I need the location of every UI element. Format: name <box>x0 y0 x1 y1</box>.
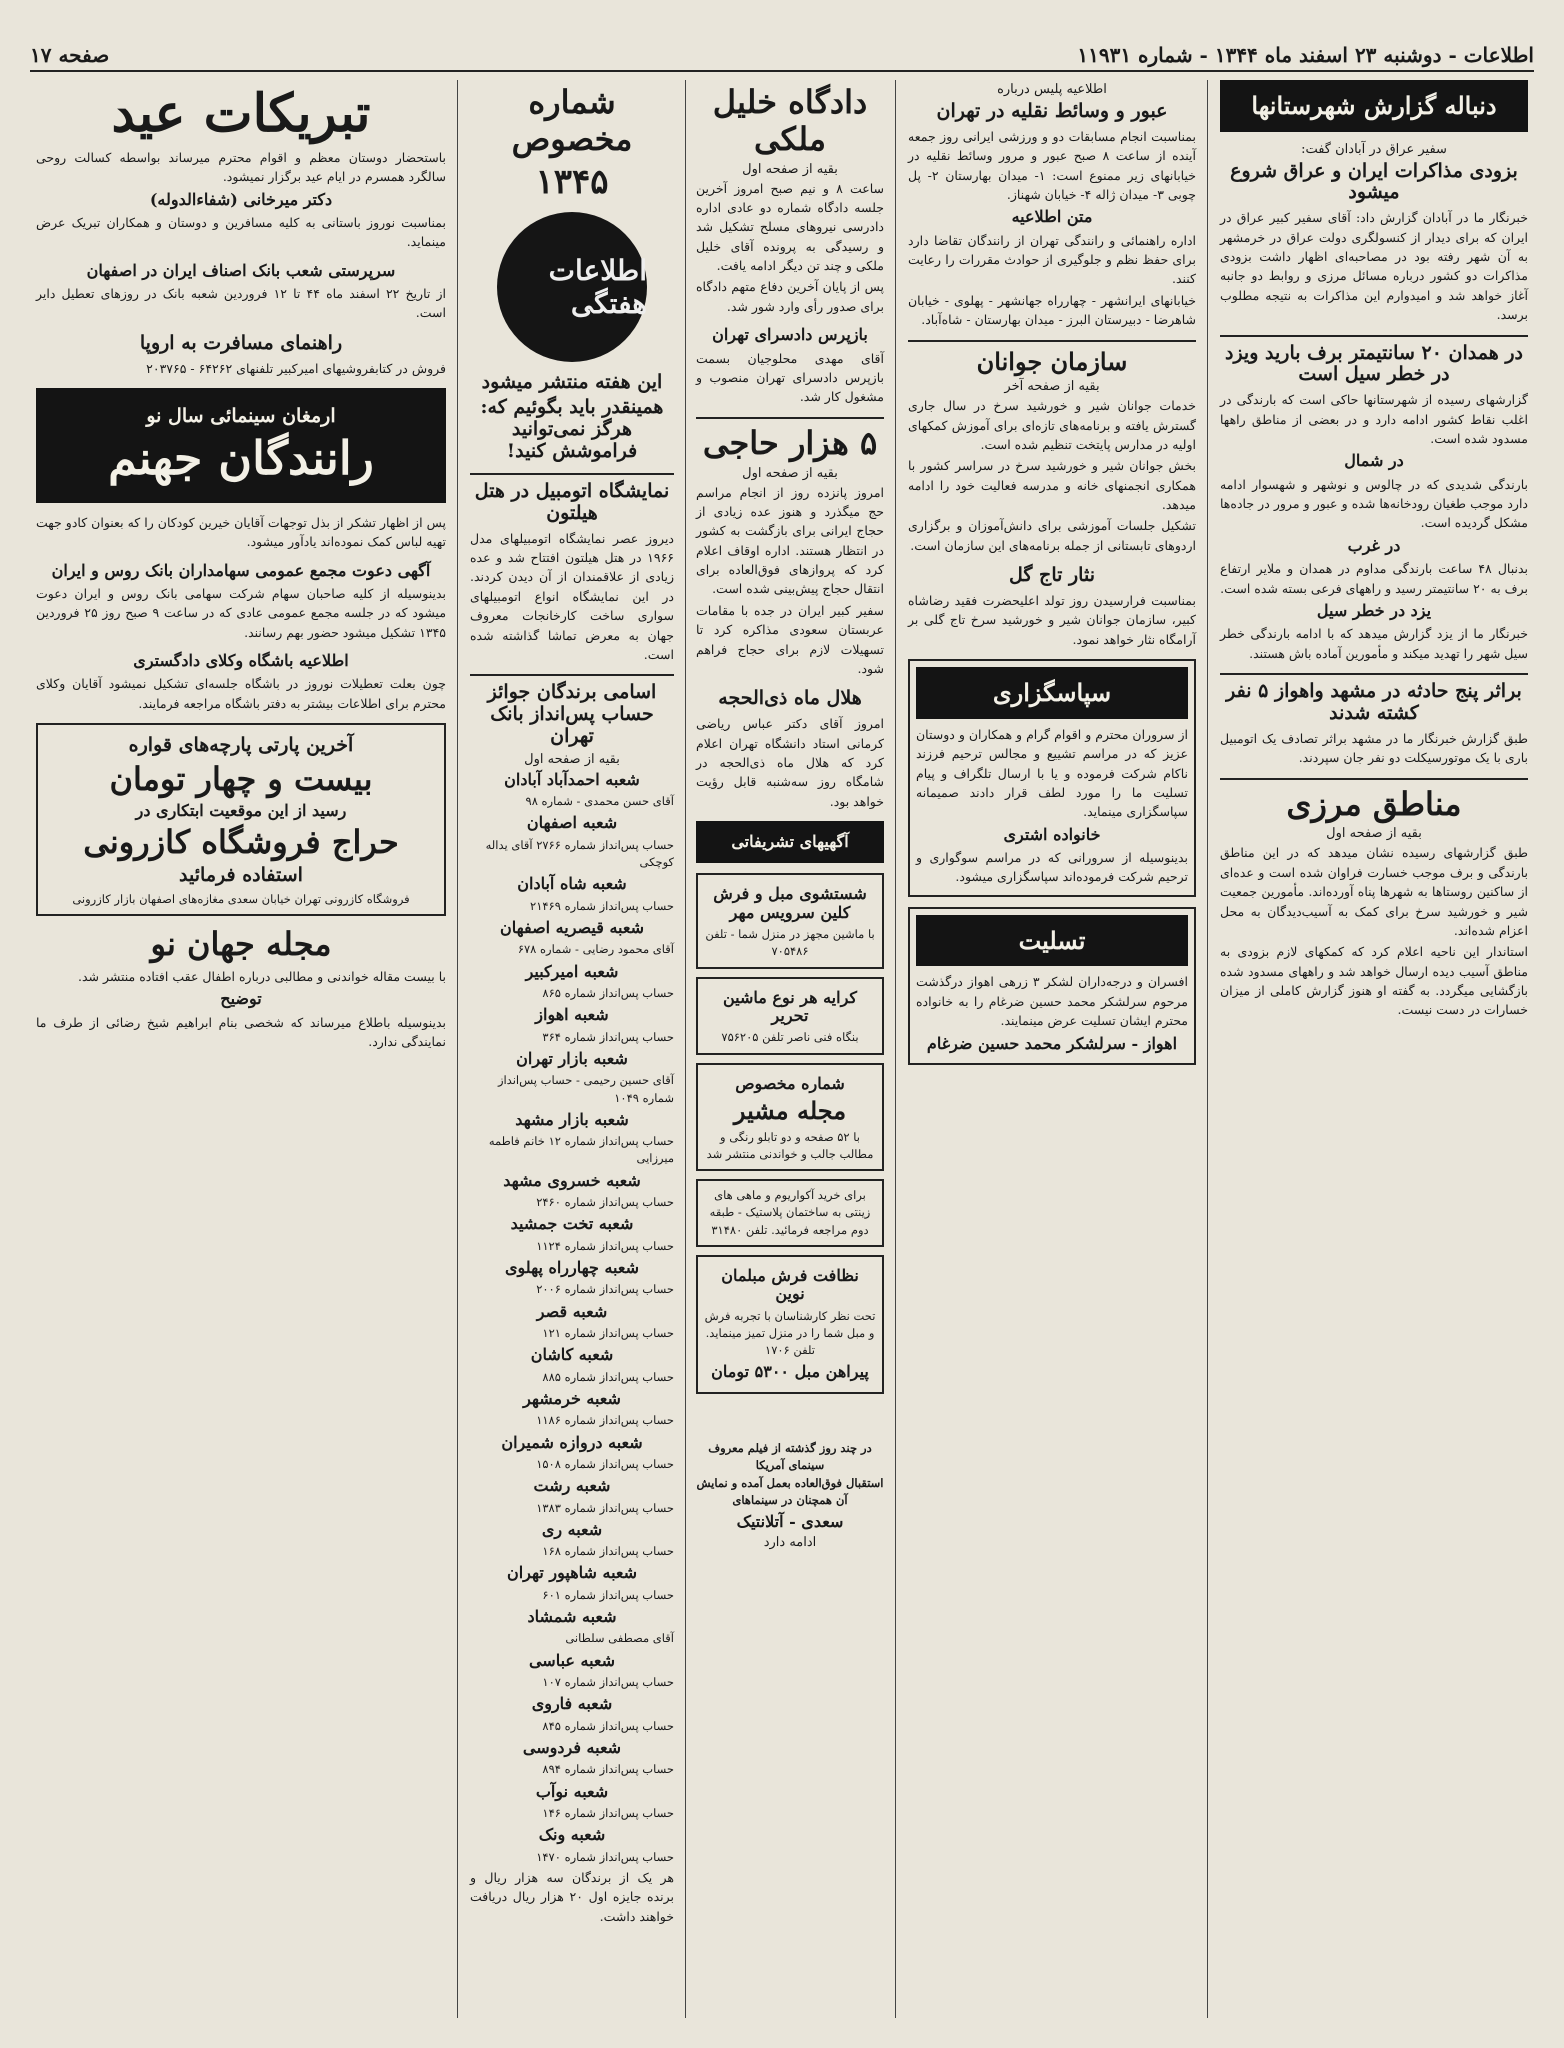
branch-name: شعبه شاهپور تهران <box>506 1563 638 1583</box>
branch-name: شعبه اصفهان <box>526 813 618 833</box>
header-title: اطلاعات - دوشنبه ۲۳ اسفند ماه ۱۳۴۴ - شماره ۱۱۹۳۱ <box>1077 43 1534 67</box>
ad-moshir-magazine: شماره مخصوص مجله مشیر با ۵۲ صفحه و دو تابلو رنگی و مطالب جالب و خواندنی منتشر شد <box>696 1063 884 1171</box>
branch-winner: حساب پس‌انداز شماره ۸۸۵ <box>542 1369 674 1384</box>
branch-name: شعبه فاروی <box>531 1694 613 1714</box>
branch-name: شعبه قصر <box>536 1301 608 1321</box>
article-eid-greetings: تبریکات عید باستحضار دوستان معظم و اقوام محترم میرساند بواسطه کسالت روحی سالگرد همسرم در ایام عید برگزار نمیشود. دکتر میرخانی (شفاءالدوله) بمناسبت نوروز باستانی به کلیه مسافرین و دوستان و همکاران تبریک عرض مینماید. <box>36 83 446 250</box>
branch-name: شعبه خرمشهر <box>523 1388 621 1408</box>
column-3 <box>690 80 890 2018</box>
ad-hell-drivers: ارمغان سینمائی سال نو رانندگان جهنم <box>36 388 446 503</box>
ettelaat-weekly-logo: اطلاعات هفتگی <box>497 212 647 362</box>
branch-name: شعبه اهواز <box>535 1005 609 1025</box>
column-1 <box>1214 80 1534 2018</box>
branch-winner: حساب پس‌انداز شماره ۱۰۷ <box>542 1675 674 1690</box>
branch-name: شعبه دروازه شمیران <box>501 1432 643 1452</box>
article-bank-isfahan: سرپرستی شعب بانک اصناف ایران در اصفهان از تاریخ ۲۲ اسفند ماه ۴۴ تا ۱۲ فروردین شعبه بانک در روزهای تعطیل دایر است. <box>36 260 446 321</box>
article-car-show: نمایشگاه اتومبیل در هتل هیلتون دیروز عصر نمایشگاه اتومبیلهای مدل ۱۹۶۶ در هتل هیلتون افتتاح شد و عده زیادی از علاقمندان از آن دیدن کردند. در این نمایشگاه انواع اتومبیلهای سواری ساخت کارخانجات معروف جهان به معرض تماشا گذاشته شده است. <box>470 479 674 662</box>
article-europe-guide: راهنمای مسافرت به اروپا فروش در کتابفروشیهای امیرکبیر تلفنهای ۶۴۲۶۲ - ۲۰۳۷۶۵ <box>139 331 446 376</box>
branch-winner: حساب پس‌انداز شماره ۸۹۴ <box>542 1762 674 1777</box>
branch-name: شعبه چهارراه پهلوی <box>504 1257 639 1277</box>
article-police-traffic: اطلاعیه پلیس درباره عبور و وسائط نقلیه در تهران بمناسبت انجام مسابقات دو و ورزشی ایرانی روز جمعه آینده از ساعت ۸ صبح عبور و مرور وسائط نقلیه در خیابانهای زیر ممنوع است: ۱- میدان بهارستان ۲- پل چوبی ۳- میدان ژاله ۴- خیابان شهناز. متن اطلاعیه اداره راهنمائی و رانندگی تهران از رانندگان تقاضا دارد برای حفظ نظم و جلوگیری از حوادث مقررات را رعایت کنند. خیابانهای ایرانشهر - چهارراه جهانشهر - پهلوی - خیابان شاهرضا - دبیرستان البرز - میدان بهارستان - شاه‌آباد. <box>908 82 1197 328</box>
page-number: صفحه ۱۷ <box>30 43 110 67</box>
branch-list <box>470 771 674 1866</box>
article-russ-iran-bank: آگهی دعوت مجمع عمومی سهامداران بانک روس و ایران بدینوسیله از کلیه صاحبان سهام شرکت سهامی بانک روس و ایران دعوت میشود که در جلسه مجمع عمومی عادی که در ساعت ۹ صبح روز ۲۵ فروردین ۱۳۴۵ تشکیل میشود حضور بهم رسانند. <box>36 560 447 640</box>
branch-winner: حساب پس‌انداز شماره ۱۱۲۴ <box>536 1238 674 1253</box>
branch-winner: حساب پس‌انداز شماره ۱۳۸۳ <box>536 1500 674 1515</box>
branch-winner: حساب پس‌انداز شماره ۳۶۴ <box>542 1029 674 1044</box>
branch-name: شعبه نوآب <box>535 1781 609 1801</box>
branch-name: شعبه ری <box>541 1519 603 1539</box>
special-issue: شماره مخصوص ۱۳۴۵ اطلاعات هفتگی این هفته منتشر میشود همینقدر باید بگوئیم که: هرگز نمی‌توانید فراموشش کنید! <box>480 83 664 463</box>
branch-name: شعبه عباسی <box>528 1650 616 1670</box>
branch-name: شعبه احمدآباد آبادان <box>504 769 640 789</box>
branch-name: شعبه امیرکبیر <box>525 961 619 981</box>
branch-name: شعبه فردوسی <box>522 1738 622 1758</box>
article-thanks: پس از اظهار تشکر از بذل توجهات آقایان خیرین کودکان را که بعنوان کادو جهت تهیه لباس کمک نموده‌اند یادآور میشود. <box>36 514 446 550</box>
branch-winner: حساب پس‌انداز شماره ۲۰۰۶ <box>536 1282 674 1297</box>
article-bank-winners: اسامی برندگان جوائز حساب پس‌انداز بانک تهران بقیه از صفحه اول شعبه احمدآباد آبادان آقای حسن محمدی - شماره ۹۸ شعبه اصفهان حساب پس‌انداز شماره ۲۷۶۶ آقای یداله کوچکی شعبه شاه آبادان حساب پس‌انداز شماره ۲۱۴۶۹ شعبه قیصریه اصفهان آقای محمود رضایی - شماره ۶۷۸ شعبه امیرکبیر حساب پس‌انداز شماره ۸۶۵ شعبه اهواز حساب پس‌انداز شماره ۳۶۴ شعبه بازار تهران آقای حسین رحیمی - حساب پس‌انداز شماره ۱۰۴۹ شعبه بازار مشهد حساب پس‌انداز شماره ۱۲ خانم فاطمه میرزایی شعبه خسروی مشهد حساب پس‌انداز شماره ۲۴۶۰ شعبه تخت جمشید حساب پس‌انداز شماره ۱۱۲۴ شعبه چهارراه پهلوی حساب پس‌انداز شماره ۲۰۰۶ شعبه قصر حساب پس‌انداز شماره ۱۲۱ شعبه کاشان حساب پس‌انداز شماره ۸۸۵ شعبه خرمشهر حساب پس‌انداز شماره ۱۱۸۶ شعبه دروازه شمیران حساب پس‌انداز شماره ۱۵۰۸ شعبه رشت حساب پس‌انداز شماره ۱۳۸۳ شعبه ری حساب پس‌انداز شماره ۱۶۸ شعبه شاهپور تهران حساب پس‌انداز شماره ۶۰۱ شعبه شمشاد آقای مصطفی سلطانی شعبه عباسی حساب پس‌انداز شماره ۱۰۷ شعبه فاروی حساب پس‌انداز شماره ۸۴۵ شعبه فردوسی حساب پس‌انداز شماره ۸۹۴ شعبه نوآب حساب پس‌انداز شماره ۱۴۶ شعبه ونک حساب پس‌انداز شماره ۱۴۷۰ هر یک از برندگان سه هزار ریال و برنده جایزه اول ۲۰ هزار ریال دریافت خواهند داشت. <box>470 681 674 1924</box>
branch-winner: آقای حسین رحیمی - حساب پس‌انداز شماره ۱۰۴۹ <box>497 1073 674 1105</box>
article-border-areas: مناطق مرزی بقیه از صفحه اول طبق گزارشهای رسیده نشان میدهد که در این مناطق بارندگی و برف موجب خسارت فراوان شده است و عده‌ای از ساکنین روستاها به شهرها پناه آورده‌اند. مأمورین جمعیت شیر و خورشید سرخ برای کمک به آسیب‌دیدگان به محل اعزام شده‌اند. استاندار این ناحیه اعلام کرد که کمکهای لازم بزودی به مناطق آسیب دیده ارسال خواهد شد و راههای مسدود شده بازگشایی میگردد. به گفته او هنوز گزارش کاملی از میزان خسارات در دست نیست. <box>1220 784 1528 1018</box>
article-lawyers-club: اطلاعیه باشگاه وکلای دادگستری چون بعلت تعطیلات نوروز در باشگاه جلسه‌ای تشکیل نمیشود آقایان وکلای محترم برای اطلاعات بیشتر به دفتر باشگاه مراجعه فرمایند. <box>36 651 446 711</box>
branch-winner: حساب پس‌انداز شماره ۸۶۵ <box>542 986 674 1001</box>
ad-cleaning: شستشوی مبل و فرش کلین سرویس مهر با ماشین مجهز در منزل شما - تلفن ۷۰۵۴۸۶ <box>696 873 884 968</box>
ad-typewriter: کرایه هر نوع ماشین تحریر بنگاه فنی ناصر تلفن ۷۵۶۲۰۵ <box>696 977 884 1055</box>
ads-header: آگهیهای تشریفاتی <box>696 821 884 863</box>
branch-name: شعبه بازار مشهد <box>515 1109 629 1129</box>
branch-winner: حساب پس‌انداز شماره ۸۴۵ <box>542 1718 674 1733</box>
branch-winner: حساب پس‌انداز شماره ۱۵۰۸ <box>536 1456 674 1471</box>
branch-name: شعبه خسروی مشهد <box>503 1170 641 1190</box>
branch-name: شعبه بازار تهران <box>516 1048 628 1068</box>
branch-winner: آقای حسن محمدی - شماره ۹۸ <box>525 794 674 809</box>
branch-winner: حساب پس‌انداز شماره ۱۴۶ <box>542 1806 674 1821</box>
branch-name: شعبه شاه آبادان <box>517 874 627 894</box>
notice-condolence: تسلیت افسران و درجه‌داران لشکر ۳ زرهی اهواز درگذشت مرحوم سرلشکر محمد حسین ضرغام را به خانواده محترم ایشان تسلیت عرض مینمایند. اهواز - سرلشکر محمد حسین ضرغام <box>908 907 1196 1065</box>
ad-novin: نظافت فرش مبلمان نوین تحت نظر کارشناسان با تجربه فرش و مبل شما را در منزل تمیز مینماید. تلفن ۱۷۰۶ پیراهن مبل ۵۳۰۰ تومان <box>696 1255 884 1394</box>
article-jahan-no: مجله جهان نو با بیست مقاله خواندنی و مطالبی درباره اطفال عقب افتاده منتشر شد. توضیح بدینوسیله باطلاع میرساند که شخصی بنام ابراهیم شیخ رضائی از طرف ما نمایندگی ندارد. <box>36 925 446 1050</box>
article-wreath: نثار تاج گل بمناسبت فرارسیدن روز تولد اعلیحضرت فقید رضاشاه کبیر، سازمان جوانان شیر و خورشید سرخ تاج گلی بر آرامگاه نثار خواهد نمود. <box>908 564 1196 647</box>
branch-winner: حساب پس‌انداز شماره ۱۴۷۰ <box>536 1849 674 1864</box>
article-accidents: براثر پنج حادثه در مشهد واهواز ۵ نفر کشته شدند طبق گزارش خبرنگار ما در مشهد براثر تصادف یک اتومبیل باری با یک موتورسیکلت دو نفر جان سپردند. <box>1220 680 1528 766</box>
branch-winner: حساب پس‌انداز شماره ۱۱۸۶ <box>536 1413 674 1428</box>
ad-aquarium: برای خرید آکواریوم و ماهی های زینتی به ساختمان پلاستیک - طبقه دوم مراجعه فرمائید. تلفن ۳۱۴۸۰ <box>696 1179 884 1247</box>
page-header <box>30 40 1534 72</box>
branch-winner: حساب پس‌انداز شماره ۲۴۶۰ <box>536 1195 674 1210</box>
branch-winner: حساب پس‌انداز شماره ۱۶۸ <box>542 1544 674 1559</box>
article-prosecutor: بازپرس دادسرای تهران آقای مهدی محلوجیان بسمت بازپرس دادسرای تهران منصوب و مشغول کار شد. <box>696 325 884 405</box>
notice-gratitude: سپاسگزاری از سروران محترم و اقوام گرام و همکاران و دوستان عزیز که در مراسم تشییع و مجالس ترحیم فرزند ناکام شرکت فرموده و یا با ارسال تلگراف و پیام تسلیت ما را مورد لطف قرار دادند صمیمانه سپاسگزاری مینماید. خانواده اشتری بدینوسیله از سرورانی که در مراسم سوگواری و ترحیم شرکت فرموده‌اند سپاسگزاری میشود. <box>908 659 1196 897</box>
branch-winner: حساب پس‌انداز شماره ۱۲۱ <box>542 1326 674 1340</box>
column-2 <box>902 80 1202 2018</box>
article-pilgrims: ۵ هزار حاجی بقیه از صفحه اول امروز پانزده روز از انجام مراسم حج میگذرد و هنوز عده زیادی از حجاج ایرانی برای بازگشت به کشور در انتظار هستند. اداره اوقاف اعلام کرد که پروازهای فوق‌العاده برای انتقال حجاج پیش‌بینی شده است. سفیر کبیر ایران در جده با مقامات عربستان سعودی مذاکره کرد تا تسهیلات لازم برای حجاج فراهم شود. <box>696 423 884 676</box>
branch-name: شعبه تخت جمشید <box>510 1214 634 1234</box>
column-4 <box>464 80 680 2018</box>
ad-al-capone: در چند روز گذشته از فیلم معروف سینمای آمریکا استقبال فوق‌العاده بعمل آمده و نمایش آن همچنان در سینماهای سعدی - آتلانتیک ادامه دارد <box>696 1441 884 1551</box>
ad-kazerouni-sale: آخرین پارتی پارچه‌های قواره بیست و چهار تومان رسید از این موقعیت ابتکاری در حراج فروشگاه کازرونی استفاده فرمائید فروشگاه کازرونی تهران خیابان سعدی مغازه‌های اصفهان بازار کازرونی <box>36 723 446 916</box>
column-5 <box>30 80 452 2018</box>
branch-name: شعبه رشت <box>533 1476 611 1496</box>
branch-name: شعبه کاشان <box>530 1345 614 1365</box>
article-youth-org: سازمان جوانان بقیه از صفحه آخر خدمات جوانان شیر و خورشید سرخ در سال جاری گسترش یافته و برنامه‌های تازه‌ای برای آموزش کمکهای اولیه در مدارس پایتخت تنظیم شده است. بخش جوانان شیر و خورشید سرخ در سراسر کشور با همکاری انجمنهای خانه و مدرسه فعالیت خود را ادامه میدهد. تشکیل جلسات آموزشی برای دانش‌آموزان و برگزاری اردوهای تابستانی از جمله برنامه‌های این سازمان است. <box>908 346 1196 553</box>
branch-name: شعبه شمشاد <box>527 1607 617 1627</box>
branch-winner: آقای محمود رضایی - شماره ۶۷۸ <box>517 942 674 957</box>
branch-winner: حساب پس‌انداز شماره ۱۲ خانم فاطمه میرزایی <box>488 1134 674 1166</box>
article-hamedan-snow: در همدان ۲۰ سانتیمتر برف بارید ویزد در خطر سیل است گزارشهای رسیده از شهرستانها حاکی است که بارندگی در اغلب نقاط کشور ادامه دارد و در بعضی از مناطق راهها مسدود شده است. در شمال بارندگی شدیدی که در چالوس و نوشهر و شهسوار ادامه دارد موجب طغیان رودخانه‌ها شده و عبور و مرور در جاده‌ها مشکل گردیده است. در غرب بدنبال ۴۸ ساعت بارندگی مداوم در همدان و ملایر ارتفاع برف به ۲۰ سانتیمتر رسید و راههای فرعی بسته شده است. یزد در خطر سیل خبرنگار ما از یزد گزارش میدهد که با ادامه بارندگی خطر سیل شهر را تهدید میکند و مأمورین آماده باش هستند. <box>1220 341 1529 661</box>
branch-winner: حساب پس‌انداز شماره ۲۱۴۶۹ <box>530 898 674 913</box>
article-maleki-court: دادگاه خلیل ملکی بقیه از صفحه اول ساعت ۸ و نیم صبح امروز آخرین جلسه دادگاه شماره دو عادی اداره دادرسی نیروهای مسلح تشکیل شد و رسیدگی به پرونده آقای خلیل ملکی و چند تن دیگر ادامه یافت. پس از پایان آخرین دفاع متهم دادگاه برای صدور رأی وارد شور شد. <box>696 83 884 314</box>
banner-city-reports: دنباله گزارش شهرستانها <box>1220 80 1528 132</box>
branch-winner: آقای مصطفی سلطانی <box>565 1631 674 1646</box>
branch-name: شعبه قیصریه اصفهان <box>499 917 644 937</box>
branch-winner: حساب پس‌انداز شماره ۶۰۱ <box>542 1587 674 1602</box>
article-crescent: هلال ماه ذی‌الحجه امروز آقای دکتر عباس ریاضی کرمانی استاد دانشگاه تهران اعلام کرد که هلال ماه ذی‌الحجه در شامگاه روز سه‌شنبه قابل رؤیت خواهد بود. <box>696 687 884 809</box>
branch-name: شعبه ونک <box>538 1825 606 1845</box>
branch-winner: حساب پس‌انداز شماره ۲۷۶۶ آقای یداله کوچکی <box>485 837 674 870</box>
article-iran-iraq: سفیر عراق در آبادان گفت: بزودی مذاکرات ایران و عراق شروع میشود خبرنگار ما در آبادان گزارش داد: آقای سفیر کبیر عراق در ایران که برای دیدار از کنسولگری دولت عراق در خرمشهر به آن شهر رفته بود در مصاحبه‌ای اظهار داشت بزودی مذاکرات دو کشور درباره مسائل مرزی و روابط دو جانبه آغاز خواهد شد و امیدوارم این مذاکرات به نتیجه مطلوب برسد. <box>1220 141 1528 323</box>
